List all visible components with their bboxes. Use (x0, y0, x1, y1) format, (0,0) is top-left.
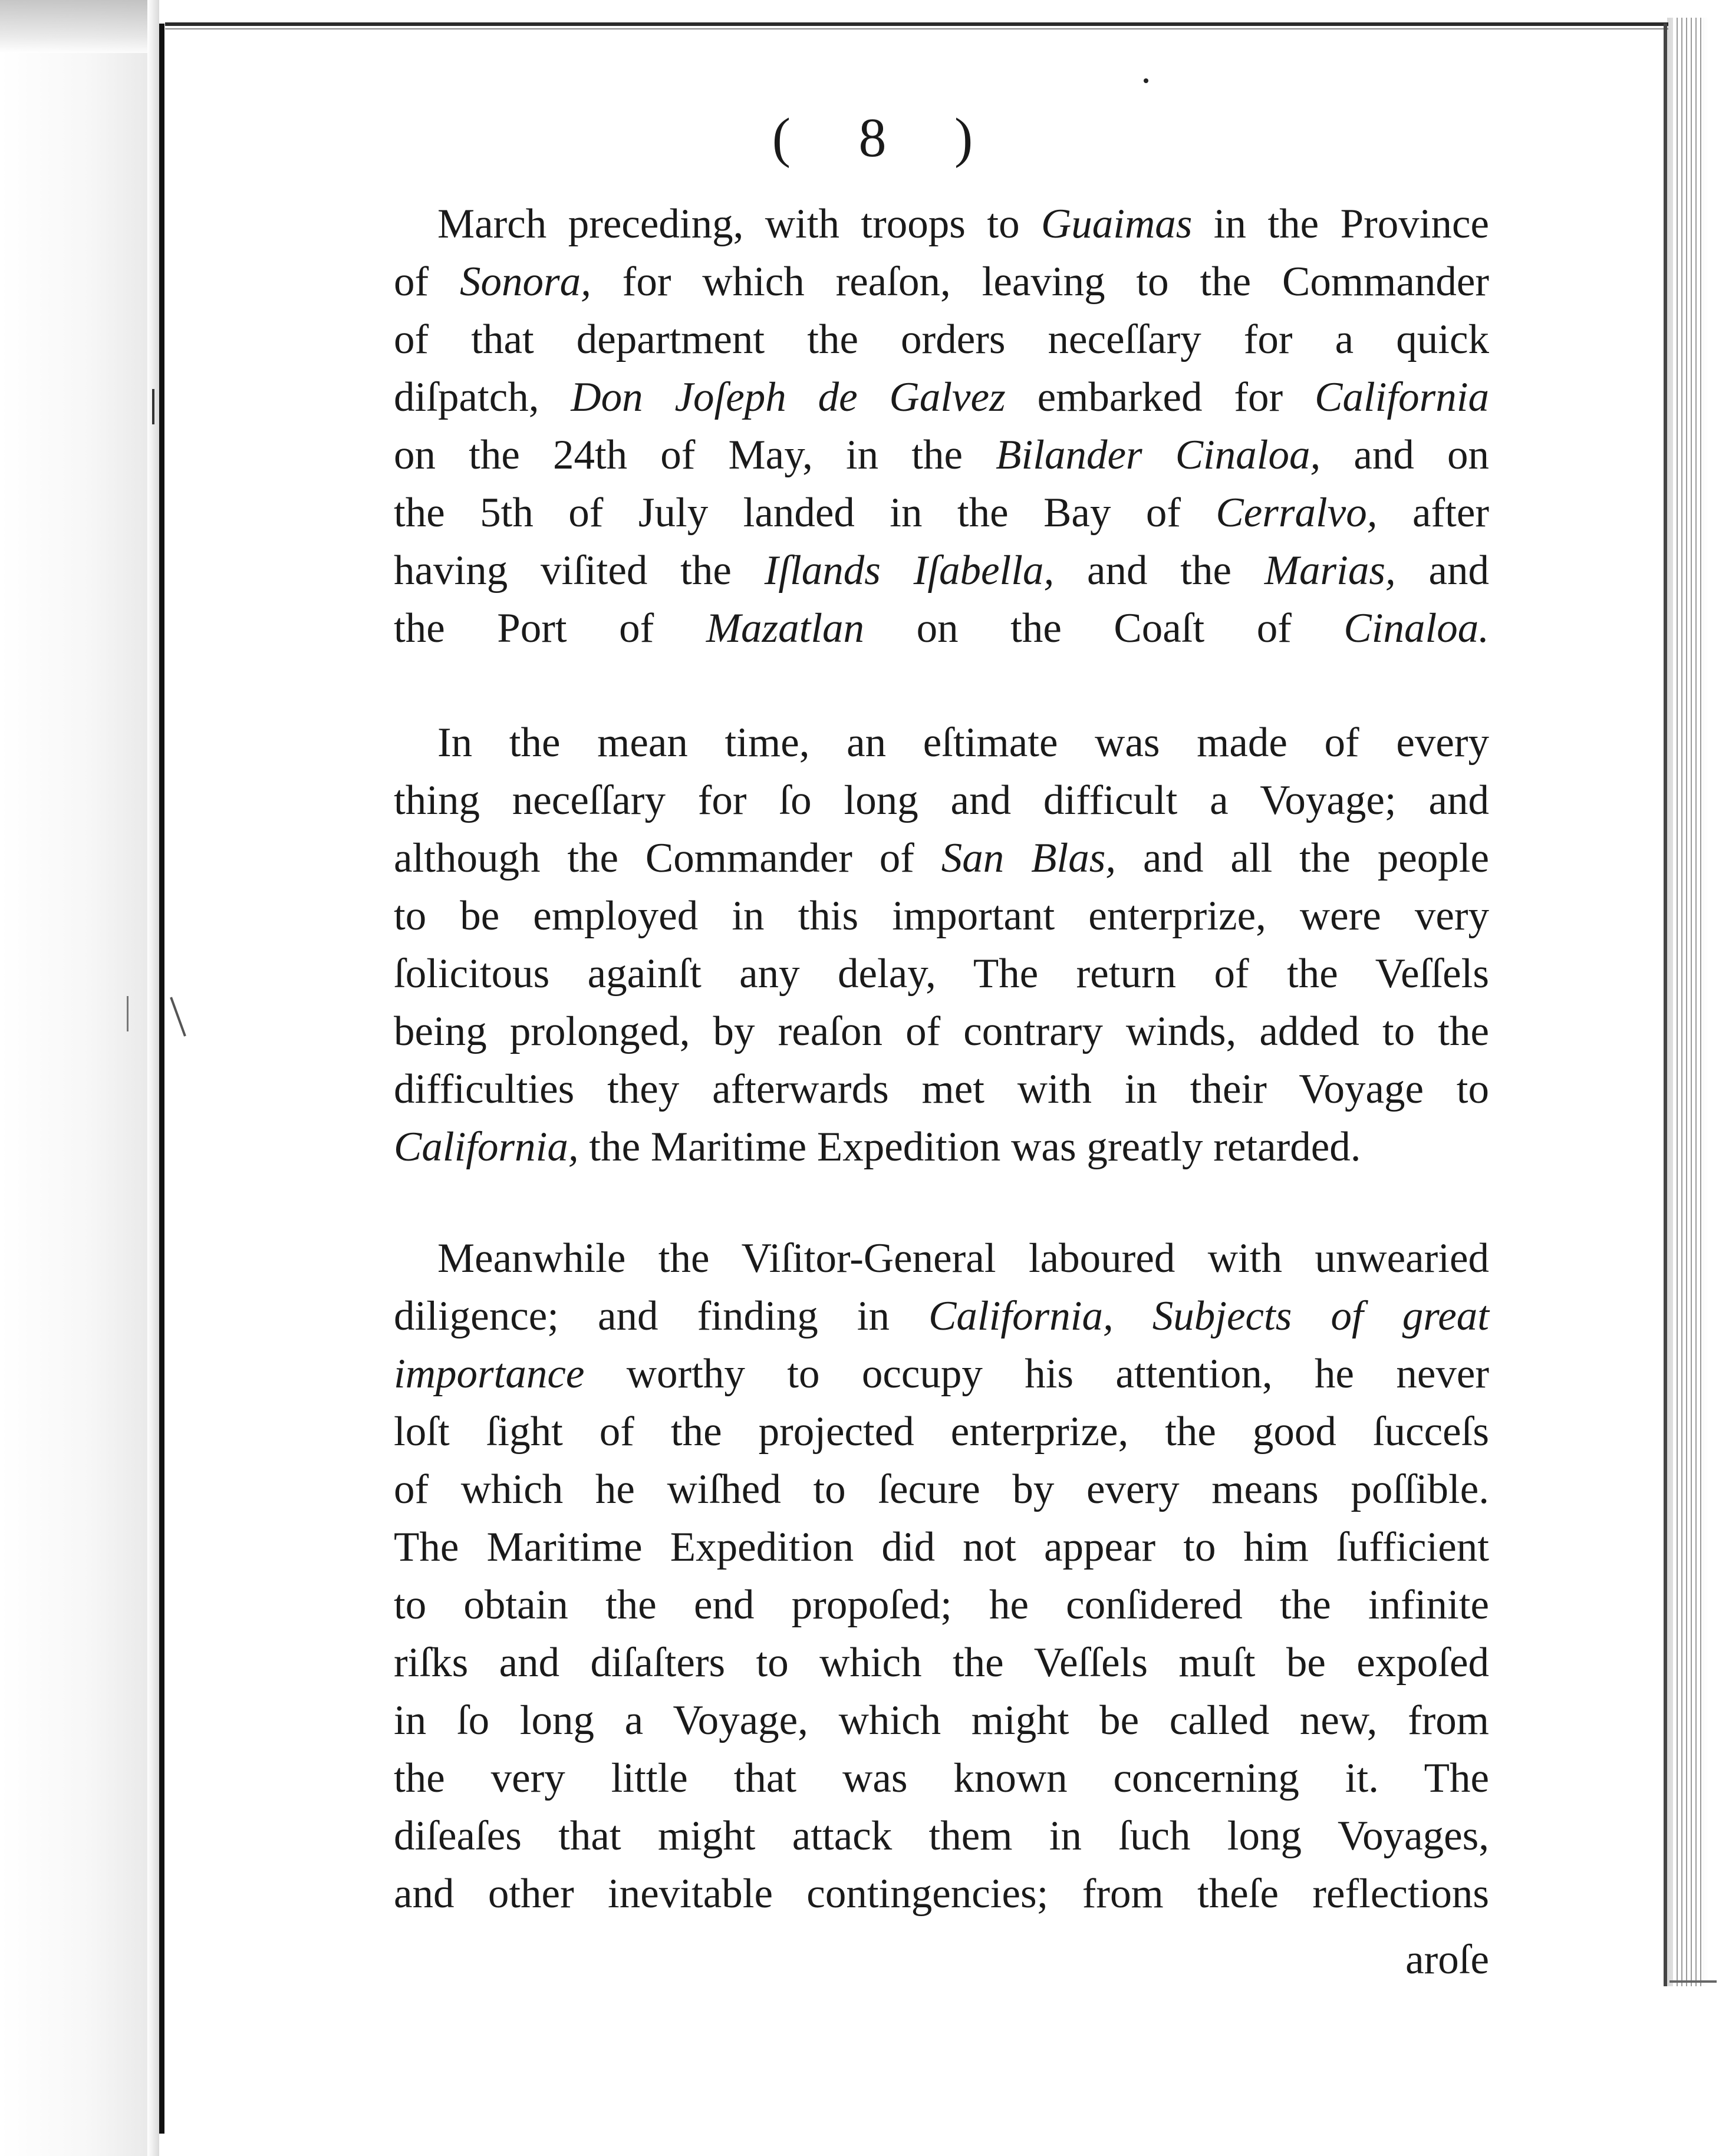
italic-segment: California, (394, 1124, 579, 1170)
text-segment: riſks and diſaſters to which the Veſſels muſt be expoſed (394, 1640, 1489, 1686)
text-line (394, 1864, 1489, 1923)
text-segment: of (394, 259, 460, 305)
text-line (394, 310, 1489, 369)
italic-segment: Cinaloa. (1343, 605, 1489, 651)
margin-mark (170, 997, 186, 1036)
text-segment: of that department the orders neceſſary for a quick (394, 317, 1489, 362)
text-segment: and all the people (1116, 835, 1490, 881)
text-segment (1114, 1293, 1152, 1339)
text-segment: diligence; and finding in (394, 1293, 929, 1339)
page-top-edge (165, 22, 1668, 26)
text-line (394, 829, 1489, 888)
italic-segment: California (1315, 374, 1489, 420)
text-line (394, 599, 1489, 658)
catchword: aroſe (1405, 1937, 1489, 1983)
text-line (394, 1117, 1489, 1176)
text-line (437, 713, 1489, 772)
text-line (394, 1060, 1489, 1119)
text-segment: difficulties they afterwards met with in their Voyage to (394, 1066, 1489, 1112)
italic-segment: California, (928, 1293, 1114, 1339)
text-line (394, 886, 1489, 945)
facing-page-edge (0, 0, 150, 2156)
text-segment: and on (1320, 432, 1489, 478)
text-segment: in ſo long a Voyage, which might be called new, from (394, 1697, 1489, 1743)
text-segment: worthy to occupy his attention, he never (584, 1351, 1489, 1397)
text-segment: having viſited the (394, 548, 765, 594)
text-segment: on the Coaſt of (864, 605, 1344, 651)
text-line (394, 1344, 1489, 1403)
text-segment: loſt ſight of the projected enterprize, the good ſucceſs (394, 1409, 1489, 1455)
text-segment: and (1395, 548, 1489, 594)
text-segment: after (1377, 490, 1489, 536)
text-segment: In the mean time, an eſtimate was made of every (437, 720, 1489, 766)
text-line (394, 1002, 1489, 1061)
page-top-edge-thin (165, 28, 1668, 29)
text-segment: and other inevitable contingencies; from theſe reflections (394, 1871, 1489, 1917)
text-segment: to be employed in this important enterprize, were very (394, 893, 1489, 939)
text-line (394, 1402, 1489, 1461)
text-segment: being prolonged, by reaſon of contrary winds, added to the (394, 1008, 1489, 1054)
text-segment: although the Commander of (394, 835, 941, 881)
text-line (394, 1806, 1489, 1865)
text-line (394, 252, 1489, 311)
gutter-shadow (147, 0, 159, 2156)
italic-segment: Subjects of great (1152, 1293, 1490, 1339)
page-stack-leaves (1673, 18, 1702, 1986)
text-line (394, 541, 1489, 600)
text-segment: on the 24th of May, in the (394, 432, 996, 478)
margin-mark (127, 996, 129, 1031)
italic-segment: Iſlands Iſabella, (764, 548, 1055, 594)
text-segment: to obtain the end propoſed; he conſidered the infinite (394, 1582, 1489, 1628)
text-segment: the very little that was known concerning it. The (394, 1755, 1489, 1801)
italic-segment: San Blas, (941, 835, 1117, 881)
text-line (394, 1633, 1489, 1692)
text-segment: The Maritime Expedition did not appear to him ſufficient (394, 1524, 1489, 1570)
text-segment: embarked for (1005, 374, 1315, 420)
text-line (437, 1229, 1489, 1288)
text-segment: ſolicitous againſt any delay, The return of the Veſſels (394, 951, 1489, 997)
text-line (394, 1460, 1489, 1519)
text-segment: Meanwhile the Viſitor-General laboured with unwearied (437, 1235, 1489, 1281)
text-segment: in the Province (1192, 201, 1489, 247)
text-segment: diſpatch, (394, 374, 571, 420)
text-segment: the 5th of July landed in the Bay of (394, 490, 1216, 536)
italic-segment: Bilander Cinaloa, (996, 432, 1321, 478)
text-segment: the Maritime Expedition was greatly retarded. (578, 1124, 1361, 1170)
italic-segment: Don Joſeph de Galvez (571, 374, 1006, 420)
text-segment: diſeaſes that might attack them in ſuch long Voyages, (394, 1813, 1489, 1859)
text-line (437, 194, 1489, 253)
text-line (394, 1691, 1489, 1750)
text-line (394, 1749, 1489, 1808)
text-line (394, 1518, 1489, 1577)
italic-segment: importance (394, 1351, 585, 1397)
italic-segment: Sonora, (459, 259, 591, 305)
ink-speck (1144, 78, 1148, 83)
text-line (394, 1287, 1489, 1346)
italic-segment: Cerralvo, (1216, 490, 1378, 536)
text-line (394, 483, 1489, 542)
italic-segment: Mazatlan (706, 605, 865, 651)
italic-segment: Marias, (1264, 548, 1396, 594)
text-segment: the Port of (394, 605, 706, 651)
book-gutter (159, 24, 164, 2134)
text-line (394, 1575, 1489, 1634)
page-number: ( 8 ) (772, 107, 1000, 169)
facing-page-shadow (0, 0, 150, 53)
text-segment: thing neceſſary for ſo long and difficult a Voyage; and (394, 777, 1489, 823)
text-line (394, 771, 1489, 830)
text-line (394, 426, 1489, 484)
text-segment: of which he wiſhed to ſecure by every means poſſible. (394, 1466, 1489, 1512)
text-segment: for which reaſon, leaving to the Commander (591, 259, 1489, 305)
italic-segment: Guaimas (1040, 201, 1193, 247)
text-segment: March preceding, with troops to (437, 201, 1041, 247)
margin-mark (152, 389, 154, 424)
page-bottom-edge (1669, 1980, 1717, 1983)
text-segment: and the (1054, 548, 1264, 594)
text-line (394, 368, 1489, 427)
text-line (394, 944, 1489, 1003)
